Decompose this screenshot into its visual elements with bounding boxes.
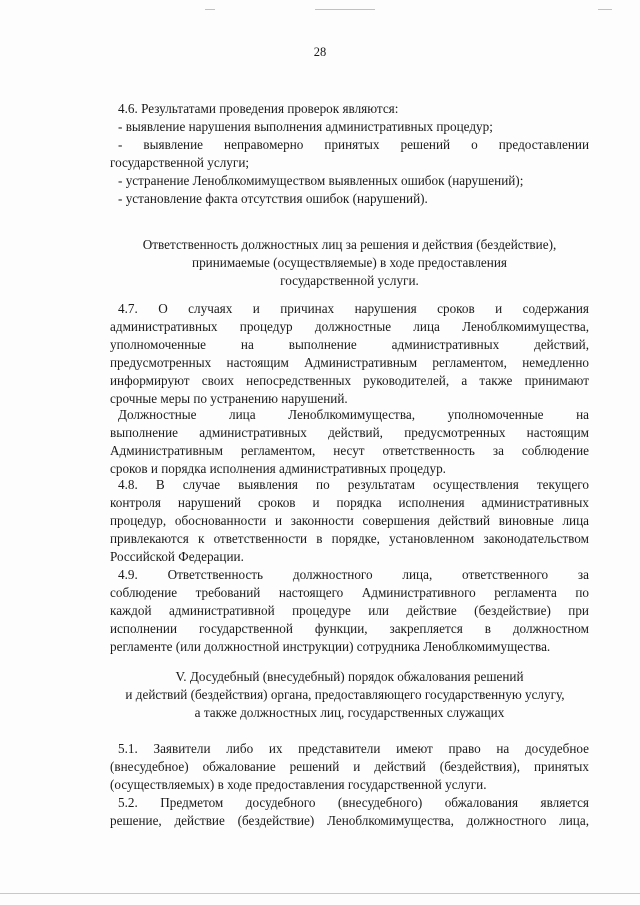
scan-artifact [205,9,215,10]
scan-artifact [598,9,612,10]
section-heading-line: а также должностных лиц, государственных служащих [194,705,505,720]
text-line: срочные меры по устранению нарушений. [110,391,348,406]
text-line: соблюдение требований настоящего Административного регламента по [110,585,589,600]
text-line: регламенте (или должностной инструкции) сотрудника Леноблкомимущества. [110,639,551,654]
text-line: привлекаются к ответственности в порядке, установленном законодательством [110,531,589,546]
text-line: (внесудебное) обжалование решений и действий (бездействия), принятых [110,759,589,774]
section-heading-line: принимаемые (осуществляемые) в ходе предоставления [192,255,507,270]
scan-artifact [315,9,375,10]
section-heading-line: V. Досудебный (внесудебный) порядок обжалования решений [175,669,524,684]
text-line: сроков и порядка исполнения административных процедур. [110,461,446,476]
text-line: - устранение Леноблкомимуществом выявленных ошибок (нарушений); [118,173,524,188]
text-line: - выявление нарушения выполнения административных процедур; [118,119,493,134]
text-line: выполнение административных действий, предусмотренных настоящим [110,425,589,440]
text-line: Российской Федерации. [110,549,244,564]
page-number: 28 [313,45,327,59]
text-line: процедур, обоснованности и законности совершения действий виновные лица [110,513,589,528]
text-line: 4.7. О случаях и причинах нарушения сроков и содержания [118,301,589,316]
text-line: контроля нарушений сроков и порядка исполнения административных [110,495,589,510]
section-heading-line: Ответственность должностных лиц за решения и действия (бездействие), [142,237,557,252]
text-line: - выявление неправомерно принятых решений о предоставлении [118,137,589,152]
text-line: (осуществляемых) в ходе предоставления государственной услуги. [110,777,487,792]
text-line: предусмотренных настоящим Административным регламентом, немедленно [110,355,589,370]
section-heading-line: и действий (бездействия) органа, предоставляющего государственную услугу, [125,687,565,702]
text-line: 4.8. В случае выявления по результатам осуществления текущего [118,477,589,492]
text-line: государственной услуги; [110,155,250,170]
text-line: 4.9. Ответственность должностного лица, ответственного за [118,567,589,582]
text-line: решение, действие (бездействие) Леноблкомимущества, должностного лица, [110,813,589,828]
page-edge [0,893,640,894]
text-line: 5.1. Заявители либо их представители имеют право на досудебное [118,741,589,756]
text-line: 5.2. Предметом досудебного (внесудебного) обжалования является [118,795,589,810]
section-heading-line: государственной услуги. [280,273,419,288]
text-line: уполномоченные на выполнение административных действий, [110,337,589,352]
text-line: информируют своих непосредственных руководителей, а также принимают [110,373,589,388]
text-line: каждой административной процедуре или действие (бездействие) при [110,603,589,618]
text-line: Должностные лица Леноблкомимущества, уполномоченные на [118,407,589,422]
text-line: исполнении государственной функции, закрепляется в должностном [110,621,589,636]
text-line: административных процедур должностные лица Леноблкомимущества, [110,319,589,334]
text-line: Административным регламентом, несут ответственность за соблюдение [110,443,589,458]
text-line: 4.6. Результатами проведения проверок являются: [118,101,399,116]
text-line: - установление факта отсутствия ошибок (нарушений). [118,191,428,206]
